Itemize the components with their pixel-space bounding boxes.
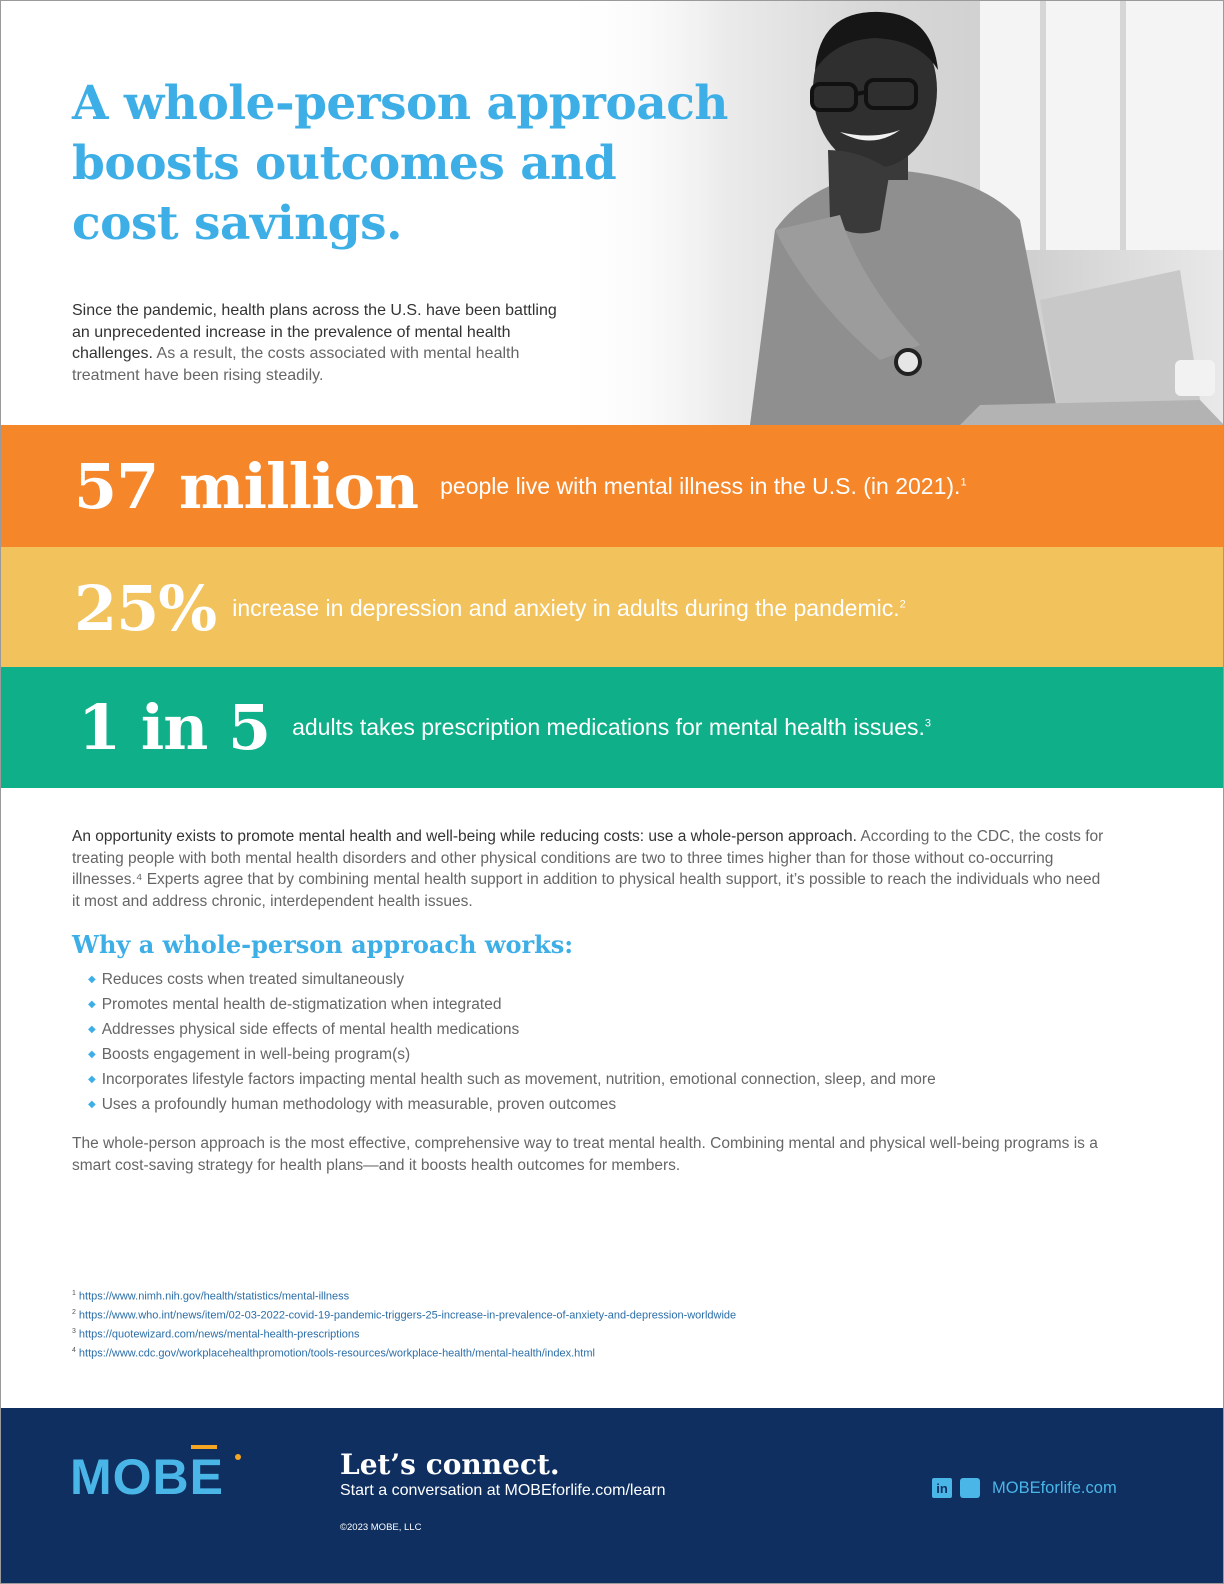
footnote[interactable]: [72, 1305, 736, 1324]
list-item: [88, 992, 936, 1017]
footnote-link[interactable]: https://quotewizard.com/news/mental-health-prescriptions: [78, 1328, 360, 1341]
bullet-icon: ◆: [88, 1049, 96, 1060]
intro-text: As a result, the costs associated with mental health treatment have been rising steadily.: [72, 345, 520, 384]
footnote-number: 4: [72, 1347, 76, 1355]
footnote-ref: 2: [899, 597, 906, 610]
footnote-number: 2: [72, 1309, 76, 1317]
stat-band-mental-illness: [0, 425, 1224, 547]
footnote-number: 3: [72, 1328, 76, 1336]
conclusion-paragraph: The whole-person approach is the most effective, comprehensive way to treat mental health. Combining mental and physical well-being programs is a smart cost-saving strategy for health plans—and it boosts health outcomes for members.: [72, 1135, 1098, 1174]
bullet-icon: ◆: [88, 999, 96, 1010]
logo-accent-dot: [235, 1454, 241, 1460]
mobe-logo: MOBE: [70, 1449, 224, 1505]
title-line-2: boosts outcomes and: [72, 136, 617, 191]
section-heading: Why a whole-person approach works:: [72, 930, 574, 959]
list-item: [88, 1017, 936, 1042]
list-item: [88, 1067, 936, 1092]
footnote-link[interactable]: https://www.nimh.nih.gov/health/statistics/mental-illness: [78, 1290, 350, 1303]
stat-description-text: increase in depression and anxiety in adults during the pandemic.: [232, 594, 900, 621]
footnote-ref: 3: [924, 717, 932, 730]
stat-description-text: adults takes prescription medications for mental health issues.: [292, 714, 925, 740]
title-line-3: cost savings.: [72, 196, 402, 251]
list-item: [88, 1042, 936, 1067]
stat-figure: 57 million: [74, 449, 419, 523]
intro-paragraph: [72, 300, 572, 386]
cta-title: Let’s connect.: [340, 1448, 560, 1481]
list-item-text: Incorporates lifestyle factors impacting mental health such as movement, nutrition, emotional connection, sleep, and more: [101, 1071, 936, 1088]
footer: [0, 1408, 1224, 1584]
stat-description-text: people live with mental illness in the U.S. (in 2021).: [440, 472, 961, 499]
linkedin-icon[interactable]: in: [932, 1478, 952, 1498]
footnote[interactable]: [72, 1343, 736, 1362]
footnote-link[interactable]: https://www.who.int/news/item/02-03-2022-covid-19-pandemic-triggers-25-increase-in-prevalence-of-anxiety-and-depression-worldwide: [78, 1309, 737, 1322]
footnote[interactable]: [72, 1286, 736, 1305]
title-line-1: A whole-person approach: [72, 76, 728, 131]
footnote-number: 1: [72, 1290, 76, 1297]
list-item-text: Boosts engagement in well-being program(s): [101, 1046, 411, 1063]
intro-bold-text: Since the pandemic, health plans across the U.S. have been battling an unprecedented increase in the prevalence of mental health challenges.: [72, 302, 557, 362]
footnote-link[interactable]: https://www.cdc.gov/workplacehealthpromotion/tools-resources/workplace-health/mental-health/index.html: [78, 1348, 595, 1361]
opportunity-bold-text: An opportunity exists to promote mental health and well-being while reducing costs: use a whole-person approach.: [72, 828, 857, 845]
list-item-text: Promotes mental health de-stigmatization when integrated: [101, 996, 502, 1013]
stat-description: [292, 714, 931, 741]
footnote-ref: 1: [960, 475, 967, 488]
stat-description: [440, 473, 966, 500]
list-item-text: Addresses physical side effects of mental health medications: [101, 1021, 520, 1038]
bullet-icon: ◆: [88, 1099, 96, 1110]
bullet-icon: ◆: [88, 974, 96, 985]
logo-accent-bar: [191, 1445, 217, 1449]
opportunity-paragraph: [72, 826, 1112, 912]
stat-band-depression-anxiety: [0, 547, 1224, 669]
list-item-text: Uses a profoundly human methodology with measurable, proven outcomes: [101, 1096, 617, 1113]
footnotes-list: [72, 1286, 736, 1363]
stat-description: [232, 595, 906, 622]
benefits-list: [88, 967, 936, 1117]
page-title: [72, 74, 772, 254]
list-item: [88, 1092, 936, 1117]
stat-figure: 1 in 5: [78, 691, 271, 764]
stat-figure: 25%: [74, 571, 217, 645]
list-item: [88, 967, 936, 992]
social-square-icon[interactable]: [960, 1478, 980, 1498]
bullet-icon: ◆: [88, 1074, 96, 1085]
footnote[interactable]: [72, 1324, 736, 1343]
stat-band-prescriptions: [0, 667, 1224, 788]
cta-subtitle: Start a conversation at MOBEforlife.com/learn: [340, 1482, 666, 1499]
social-links: [932, 1478, 1117, 1498]
bullet-icon: ◆: [88, 1024, 96, 1035]
opportunity-text: According to the CDC, the costs for treating people with both mental health disorders and other physical conditions are two to three times higher than for those without co-occurring illnesses.⁴ Experts agree that by combining mental health support in addition to physical health support, it’s possible to reach the individuals who need it most and address chronic, interdependent health issues.: [72, 828, 1104, 910]
copyright: ©2023 MOBE, LLC: [340, 1522, 422, 1533]
website-link[interactable]: MOBEforlife.com: [992, 1478, 1117, 1497]
list-item-text: Reduces costs when treated simultaneously: [101, 971, 405, 988]
